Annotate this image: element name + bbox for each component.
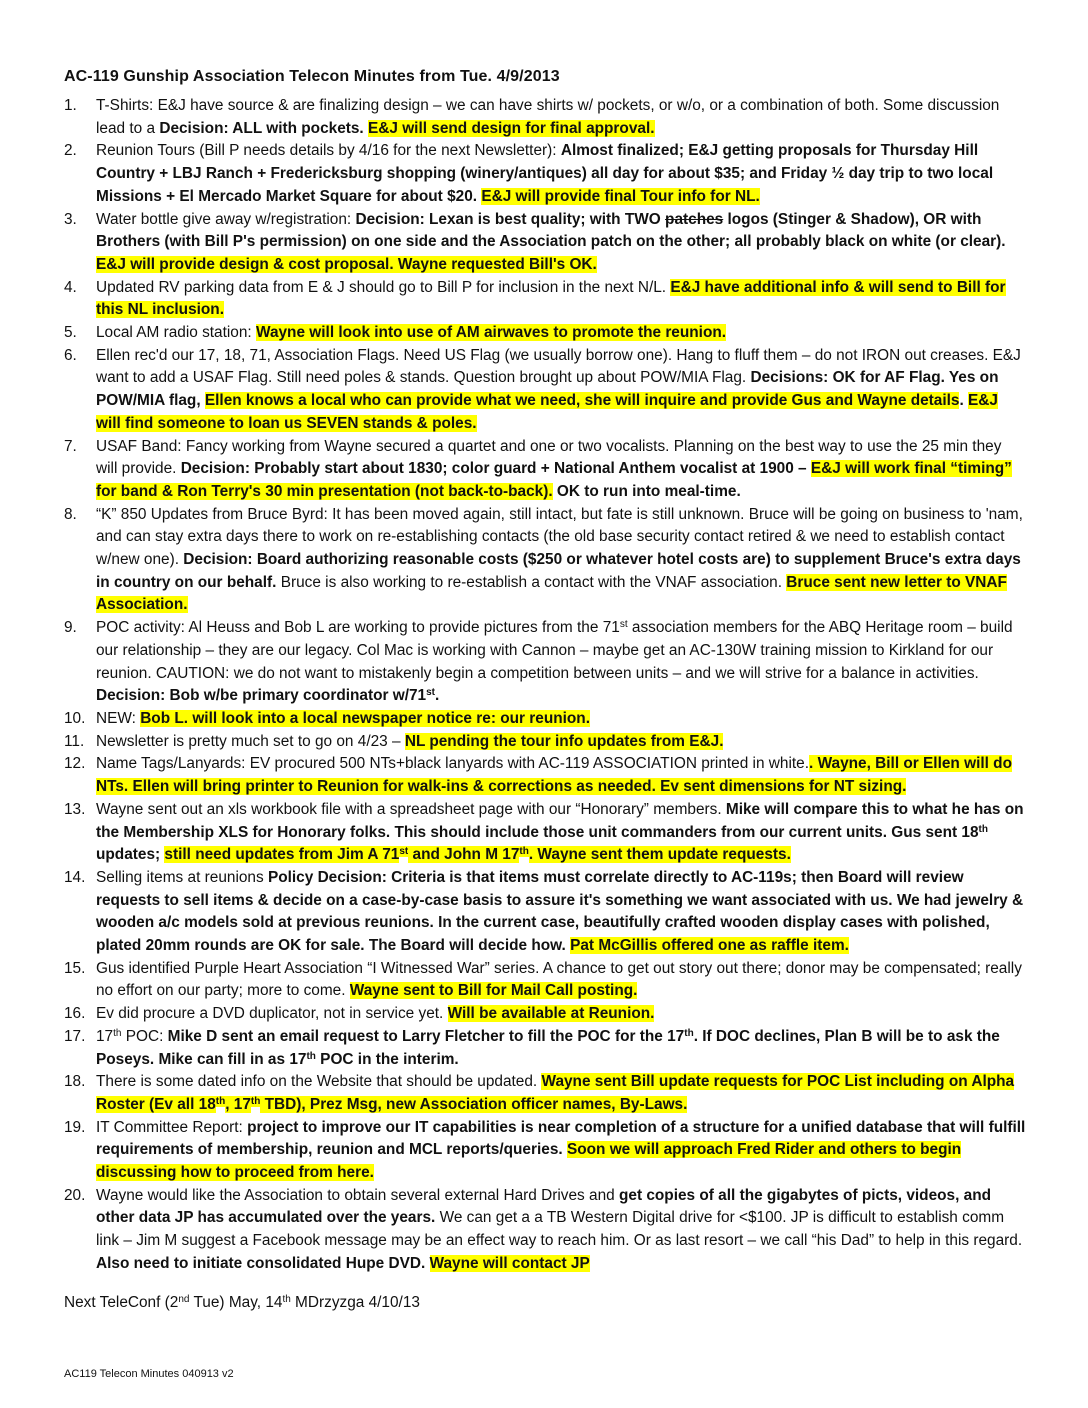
list-item — [64, 708, 1026, 731]
item-text — [96, 140, 1026, 208]
item-segment: Wayne would like the Association to obtain several external Hard Drives and — [96, 1186, 619, 1204]
item-number: 3. — [64, 210, 77, 228]
decision-text: . — [435, 687, 440, 705]
item-text — [96, 436, 1026, 504]
action-highlight: Ellen knows a local who can provide what we need, she will inquire and provide Gus and Wayne details — [204, 392, 960, 410]
list-item — [64, 504, 1026, 618]
action-highlight: Will be available at Reunion. — [447, 1005, 655, 1023]
list-item — [64, 958, 1026, 1003]
item-text — [96, 209, 1026, 277]
decision-text: Mike will compare this to what he has on the Membership XLS for Honorary folks. This should include those unit commanders from our current units. Gus sent 18 — [96, 800, 1024, 841]
list-item — [64, 1185, 1026, 1276]
document-title: AC-119 Gunship Association Telecon Minutes from Tue. 4/9/2013 — [64, 68, 560, 85]
list-item — [64, 1117, 1026, 1185]
item-segment: Selling items at reunions — [96, 868, 268, 886]
item-segment — [425, 1255, 429, 1272]
item-number: 18. — [64, 1073, 86, 1091]
item-number: 15. — [64, 959, 86, 977]
item-number: 6. — [64, 346, 77, 364]
list-item — [64, 799, 1026, 867]
item-number: 7. — [64, 437, 77, 455]
item-segment: Water bottle give away w/registration: — [96, 210, 356, 228]
decision-text: Decision: Board authorizing reasonable costs ($250 or whatever hotel costs are) to supplement Bruce's extra days in country on our behalf. — [96, 551, 1021, 591]
decision-text: OK to run into meal-time. — [552, 482, 741, 500]
item-segment: Reunion Tours (Bill P needs details by 4/16 for the next Newsletter): — [96, 142, 561, 160]
item-segment: USAF Band: Fancy working from Wayne secured a quartet and one or two vocalists. Planning on the best way to use the 25 min they will provide. — [96, 437, 1002, 478]
decision-text: patches — [665, 210, 724, 228]
action-highlight: Bob L. will look into a local newspaper notice re: our reunion. — [140, 709, 590, 727]
decision-text: updates; — [96, 846, 165, 864]
decision-text: Decision: Probably start about 1830; color guard + National Anthem vocalist at 1900 – — [180, 460, 811, 478]
item-number: 1. — [64, 97, 77, 114]
list-item — [64, 753, 1026, 798]
item-segment: 17 — [96, 1027, 114, 1045]
item-segment: There is some dated info on the Website that should be updated. — [96, 1073, 542, 1091]
decision-text: Policy Decision: Criteria is that items must correlate directly to AC-119s; then Board will review requests to sell items & decide on a case-by-case basis to assure it's something we want associated with us. We had jewelry & wooden a/c models sold at previous reunions. In the current case, beautifully crafted wooden display cases with polished, plated 20mm rounds are OK for sale. The Board will decide how. — [96, 868, 1024, 955]
action-highlight: , 17 — [225, 1095, 251, 1113]
list-item — [64, 436, 1026, 504]
item-number: 19. — [64, 1118, 86, 1136]
list-item — [64, 617, 1026, 708]
item-segment: “K” 850 Updates from Bruce Byrd: It has been moved again, still intact, but fate is still unknown. Bruce will be going on business to 'nam, and can stay extra days there to work on re-establishing contacts (the old base security contact retired & we need to establish contact w/new one). — [96, 505, 1023, 569]
action-highlight: E&J will provide design & cost proposal. Wayne requested Bill's OK. — [96, 255, 597, 273]
list-item — [64, 1026, 1026, 1071]
action-highlight: still need updates from Jim A 71 — [164, 846, 400, 864]
item-segment: T-Shirts: E&J have source & are finalizing design – we can have shirts w/ pockets, or w/o, or a combination of both. Some discussion lead to a — [96, 97, 1000, 137]
next-teleconf-text: Tue) May, 14 — [189, 1294, 283, 1311]
next-teleconf-text: MDrzyzga 4/10/13 — [290, 1294, 420, 1311]
decision-text: Decision: ALL with pockets. — [159, 119, 364, 137]
item-text — [96, 958, 1026, 1003]
action-highlight: E&J will provide final Tour info for NL. — [481, 187, 760, 205]
list-item — [64, 322, 1026, 345]
list-item — [64, 140, 1026, 208]
list-item — [64, 867, 1026, 958]
decision-text: th — [978, 823, 988, 835]
item-segment: Newsletter is pretty much set to go on 4/23 – — [96, 732, 405, 750]
decision-text: th — [306, 1050, 316, 1062]
item-segment: We can get a a TB Western Digital drive for <$100. JP is difficult to establish comm link – Jim M suggest a Facebook message may be an effect way to reach him. Or as last resort – we call “his Dad” to help in this regard. — [96, 1209, 1023, 1250]
item-segment: Bruce is also working to re-establish a contact with the VNAF association. — [276, 573, 787, 591]
item-text — [96, 1026, 1026, 1071]
item-segment: th — [113, 1027, 122, 1039]
action-highlight: . Wayne, Bill or Ellen will do NTs. Ellen will bring printer to Reunion for walk-ins & corrections as needed. Ev sent dimensions for NT sizing. — [96, 755, 1012, 796]
item-text — [96, 504, 1026, 618]
item-text — [96, 708, 1026, 731]
list-item — [64, 345, 1026, 436]
action-highlight: and John M 17 — [408, 846, 520, 864]
item-number: 10. — [64, 709, 86, 727]
item-segment: Local AM radio station: — [96, 324, 256, 342]
decision-text: Decisions: OK for AF Flag. Yes on POW/MIA flag, — [96, 369, 999, 410]
list-item — [64, 95, 1026, 140]
item-text — [96, 1071, 1026, 1116]
item-segment: Name Tags/Lanyards: EV procured 500 NTs+black lanyards with AC-119 ASSOCIATION printed in white. — [96, 755, 810, 773]
next-teleconf-line — [64, 1294, 420, 1312]
item-text — [96, 277, 1026, 322]
decision-text: Decision: Bob w/be primary coordinator w/71 — [96, 687, 427, 705]
action-highlight: E&J have additional info & will send to Bill for this NL inclusion. — [96, 278, 1006, 319]
item-text — [96, 731, 1026, 754]
action-highlight: Wayne will contact JP — [429, 1254, 590, 1272]
decision-text: Also need to initiate consolidated Hupe DVD. — [96, 1254, 426, 1272]
list-item — [64, 1003, 1026, 1026]
action-highlight: E&J will send design for final approval. — [368, 119, 655, 137]
next-teleconf-sup: nd — [178, 1294, 190, 1305]
action-highlight: Wayne will look into use of AM airwaves to promote the reunion. — [255, 324, 727, 342]
item-segment: Updated RV parking data from E & J should go to Bill P for inclusion in the next N/L. — [96, 278, 671, 296]
item-segment: Ev did procure a DVD duplicator, not in service yet. — [96, 1005, 448, 1023]
decision-text: project to improve our IT capabilities is near completion of a structure for a unified database that will fulfill requirements of membership, reunion and MCL reports/queries. — [96, 1118, 1026, 1159]
action-highlight: E&J will work final “timing” for band & Ron Terry's 30 min presentation (not back-to-back). — [96, 460, 1012, 500]
decision-text: Decision: Lexan is best quality; with TWO — [355, 210, 666, 228]
item-number: 13. — [64, 800, 86, 818]
item-text — [96, 322, 1026, 345]
action-highlight: st — [399, 846, 409, 858]
action-highlight: Bruce sent new letter to VNAF Association. — [96, 573, 1007, 614]
action-highlight: th — [250, 1095, 261, 1107]
action-highlight: TBD), Prez Msg, new Association officer names, By-Laws. — [260, 1095, 688, 1113]
item-text — [96, 1185, 1026, 1276]
action-highlight: Pat McGillis offered one as raffle item. — [570, 937, 849, 955]
action-highlight: Wayne sent to Bill for Mail Call posting. — [349, 982, 638, 1000]
next-teleconf-text: Next TeleConf (2 — [64, 1294, 179, 1311]
decision-text: get copies of all the gigabytes of picts, videos, and other data JP has accumulated over the years. — [96, 1186, 991, 1227]
item-number: 11. — [64, 732, 85, 750]
action-highlight: Wayne sent Bill update requests for POC List including on Alpha Roster (Ev all 18 — [96, 1073, 1015, 1113]
item-segment: POC: — [121, 1027, 168, 1045]
decision-text: POC in the interim. — [315, 1050, 459, 1068]
item-segment: POC activity: Al Heuss and Bob L are working to provide pictures from the 71 — [96, 619, 620, 637]
item-segment: st — [619, 619, 628, 631]
item-segment: IT Committee Report: — [96, 1118, 248, 1136]
item-segment: Gus identified Purple Heart Association “I Witnessed War” series. A chance to get out story out there; donor may be compensated; really no effort on our party; more to come. — [96, 959, 1022, 1000]
decision-text: st — [426, 687, 436, 699]
item-number: 17. — [64, 1027, 86, 1045]
footer-label: AC119 Telecon Minutes 040913 v2 — [64, 1368, 234, 1380]
item-number: 4. — [64, 278, 77, 296]
item-number: 16. — [64, 1005, 86, 1023]
item-number: 12. — [64, 755, 86, 773]
next-teleconf-sup: th — [282, 1294, 291, 1305]
item-number: 2. — [64, 142, 77, 160]
action-highlight: NL pending the tour info updates from E&J. — [404, 732, 724, 750]
item-number: 8. — [64, 505, 77, 523]
list-item — [64, 1071, 1026, 1116]
item-text — [96, 1003, 1026, 1026]
item-text — [96, 799, 1026, 867]
item-number: 14. — [64, 868, 86, 886]
list-item — [64, 209, 1026, 277]
item-text — [96, 753, 1026, 798]
action-highlight: th — [519, 846, 529, 858]
item-text — [96, 345, 1026, 436]
item-text — [96, 1117, 1026, 1185]
item-text — [96, 867, 1026, 958]
action-highlight: th — [215, 1095, 226, 1107]
decision-text: Almost finalized; E&J getting proposals for Thursday Hill Country + LBJ Ranch + Fredericksburg shopping (winery/antiques) all day for about $35; and Friday ½ day trip to two local Missions + El Mercado Market Square for about $20. — [96, 142, 994, 205]
decision-text: Mike D sent an email request to Larry Fletcher to fill the POC for the 17 — [167, 1027, 685, 1045]
decision-text: . If DOC declines, Plan B will be to ask the Poseys. Mike can fill in as 17 — [96, 1027, 1000, 1068]
item-segment: association members for the ABQ Heritage room – build our relationship – they are our legacy. Col Mac is working with Cannon – maybe get an AC-130W training mission to Kirkland for our reunion. CAUTION: we do not want to mistakenly begin a competition between units – and we will strive for a balance in activities. — [96, 619, 1013, 682]
action-highlight: E&J will find someone to loan us SEVEN stands & poles. — [96, 392, 998, 432]
list-item — [64, 731, 1026, 754]
decision-text: logos (Stinger & Shadow), OR with Brothers (with Bill P's permission) on one side and the Association patch on the other; all probably black on white (or clear). — [96, 210, 1006, 251]
decision-text: th — [684, 1027, 694, 1039]
list-item — [64, 277, 1026, 322]
item-text — [96, 95, 1026, 140]
item-segment: NEW: — [96, 709, 141, 727]
item-segment: Ellen rec'd our 17, 18, 71, Association Flags. Need US Flag (we usually borrow one). Hang to fluff them – do not IRON out creases. E&J want to add a USAF Flag. Still need poles & stands. Question brought up about POW/MIA Flag. — [96, 346, 1021, 387]
item-number: 20. — [64, 1186, 86, 1204]
item-segment: Wayne sent out an xls workbook file with a spreadsheet page with our “Honorary” members. — [96, 800, 726, 818]
item-text — [96, 617, 1026, 708]
item-number: 5. — [64, 324, 77, 342]
minutes-list — [64, 95, 1026, 1276]
item-number: 9. — [64, 619, 77, 637]
action-highlight: . Wayne sent them update requests. — [528, 846, 791, 864]
decision-text: . — [959, 392, 969, 410]
action-highlight: Soon we will approach Fred Rider and others to begin discussing how to proceed from here. — [96, 1141, 962, 1182]
